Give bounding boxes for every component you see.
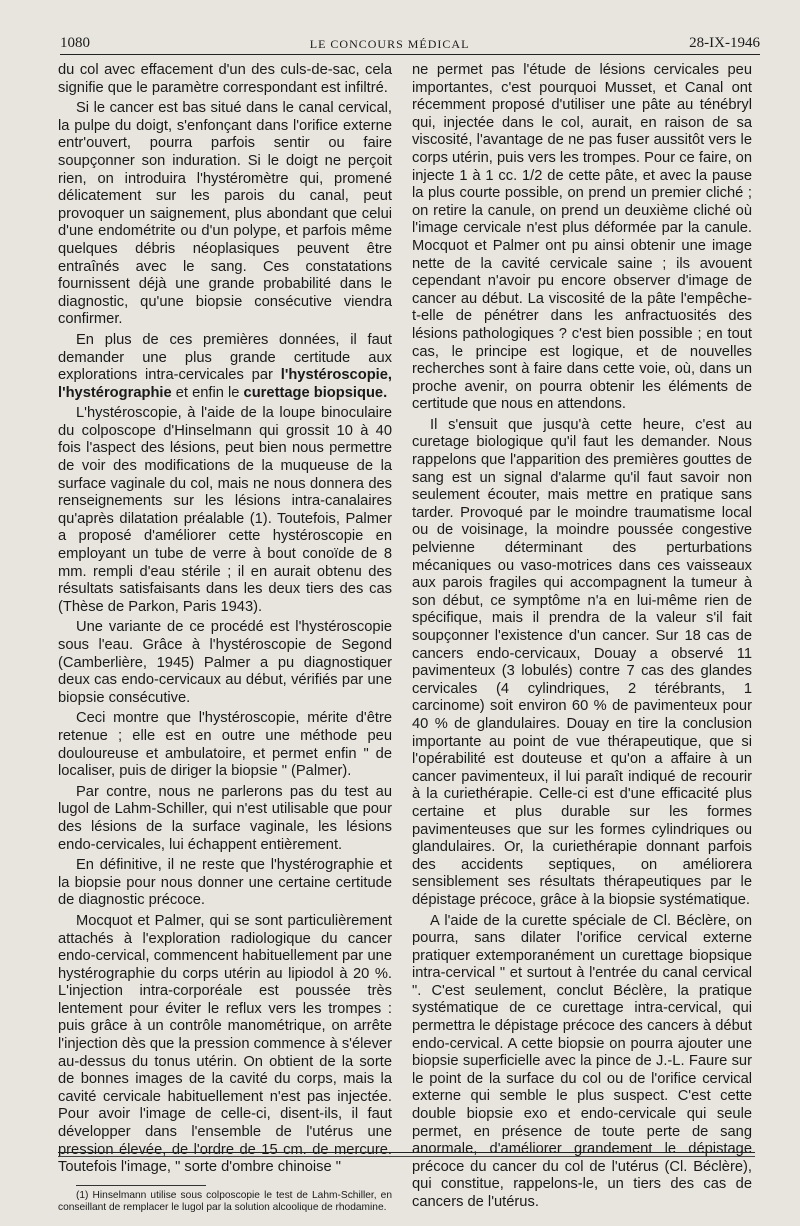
- paragraph: Une variante de ce procédé est l'hystéroscopie sous l'eau. Grâce à l'hystéroscopie de Segond (Camberlière, 1945) Palmer a pu diagnostiquer deux cas endo-cervicaux au début, vérifiés par une biopsie consécutive.: [58, 619, 392, 706]
- issue-date: 28-IX-1946: [689, 35, 760, 51]
- paragraph: Mocquot et Palmer, qui se sont particulièrement attachés à l'exploration radiologique du cancer endo-cervical, commencent habituellement par une hystérographie du corps utérin au lipiodol à 20 %. L'injection intra-corporéale est poussée très lentement pour éviter le reflux vers les trompes : puis grâce à un contrôle manométrique, on arrête l'injection dès que la pression commence à s'élever au-dessus du tonus utérin. On obtient de la sorte de bonnes images de la cavité du corps, mais la cavité cervicale habituellement n'est pas injectée. Pour avoir l'image de celle-ci, disent-ils, il faut développer dans l'ensemble de l'utérus une pression élevée, de l'ordre de 15 cm. de mercure. Toutefois l'image, " sorte d'ombre chinoise ": [58, 912, 392, 1176]
- footnote-rule: [76, 1185, 206, 1186]
- paragraph: A l'aide de la curette spéciale de Cl. Béclère, on pourra, sans dilater l'orifice cervical externe pratiquer extemporanément un curettage biopsique intra-cervical " et surtout à l'entrée du canal cervical ". C'est seulement, conclut Béclère, la pratique systématique de ce curettage intra-cervical, qui permettra le dépistage précoce des cancers à début endo-cervical. A cette biopsie on pourra ajouter une biopsie superficielle avec la pince de J.-L. Faure sur le point de la surface du col ou de l'orifice cervical externe qui semble le plus suspect. C'est cette double biopsie exo et endo-cervicale qui seule permet, en présence de toute perte de sang anormale, d'améliorer grandement le dépistage précoce du cancer du col de l'utérus (Cl. Béclère), qui constitue, rappelons-le, un tiers des cas de cancers de l'utérus.: [412, 912, 752, 1210]
- journal-title: LE CONCOURS MÉDICAL: [309, 37, 470, 51]
- footnote: (1) Hinselmann utilise sous colposcopie le test de Lahm-Schiller, en conseillant de remplacer le lugol par la solution alcoolique de rhodamine.: [58, 1189, 392, 1213]
- paragraph: Il s'ensuit que jusqu'à cette heure, c'est au curetage biologique qu'il faut les demander. Nous rappelons que l'apparition des premières gouttes de sang est un signal d'alarme qu'il faut savoir non seulement écouter, mais mettre en pratique sans tarder. Provoqué par le moindre traumatisme local ou de voisinage, la moindre poussée congestive pelvienne déterminant des perturbations mécaniques ou vaso-motrices dans ces vaisseaux aux parois fragiles qui accompagnent la tumeur à son début, ce symptôme n'a en lui-même rien de spécifique, mais il prendra de la valeur s'il fait soupçonner l'existence d'un cancer. Sur 18 cas de cancers endo-cervicaux, Douay a observé 11 pavimenteux (3 lobulés) contre 7 cas des glandes cervicales (4 cylindriques, 2 térébrants, 1 carcinome) soit environ 60 % de pavimenteux pour 40 % de glandulaires. Douay en tire la conclusion importante au point de vue thérapeutique, que si l'opérabilité est douteuse et qu'on a affaire à un cancer pavimenteux, il lui paraît indiqué de recourir à la curiethérapie. Celle-ci est d'une efficacité plus certaine et plus durable sur les formes pavimenteuses que sur les formes cylindriques ou glandulaires. Or, la curiethérapie donnant parfois des accidents septiques, on améliorera sensiblement ses résultats thérapeutiques par le dépistage précoce, grâce à la biopsie systématique.: [412, 416, 752, 908]
- bottom-rule: [58, 1152, 755, 1153]
- paragraph: L'hystéroscopie, à l'aide de la loupe binoculaire du colposcope d'Hinselmann qui grossit 10 à 40 fois l'aspect des lésions, peut bien nous permettre de voir des modifications de la muqueuse de la surface vaginale du col, mais ne nous donnera des renseignements sur les lésions intra-canalaires qu'après dilatation préalable (1). Toutefois, Palmer a proposé d'améliorer cette hystéroscopie en employant un tube de verre à bout conoïde de 8 mm. rempli d'eau stérile ; il en aurait obtenu des résultats satisfaisants dans les deux tiers des cas (Thèse de Parkon, Paris 1943).: [58, 405, 392, 615]
- right-column: [412, 62, 752, 1212]
- page-header: [60, 30, 760, 52]
- bottom-rule: [58, 1156, 755, 1157]
- paragraph: Ceci montre que l'hystéroscopie, mérite d'être retenue ; elle est en outre une méthode peu douloureuse et ambulatoire, et permet enfin " de localiser, puis de diriger la biopsie " (Palmer).: [58, 710, 392, 780]
- paragraph: ne permet pas l'étude de lésions cervicales peu importantes, c'est pourquoi Musset, et Canal ont récemment proposé d'utiliser une pâte au ténébryl qui, injectée dans le col, aurait, en raison de sa viscosité, l'avantage de ne pas fuser aussitôt vers le corps utérin, puis vers les trompes. Pour ce faire, on injecte 1 à 1 cc. 1/2 de cette pâte, et avec la pause la plus courte possible, on prend un premier cliché ; on retire la canule, on prend un deuxième cliché où l'image cervicale n'est plus déformée par la canule. Mocquot et Palmer ont pu ainsi obtenir une image nette de la cavité cervicale saine ; ils avouent cependant n'avoir pu encore observer d'image de cancer au début. La viscosité de la pâte l'empêche-t-elle de pénétrer dans les anfractuosités des lésions pathologiques ? c'est bien possible ; en tout cas, le principe est logique, et de nouvelles recherches sont à faire dans cette voie, où, dans un proche avenir, on pourra obtenir les éléments de certitude que nous en attendons.: [412, 62, 752, 413]
- page-number: 1080: [60, 35, 90, 51]
- paragraph: Si le cancer est bas situé dans le canal cervical, la pulpe du doigt, s'enfonçant dans l'orifice externe entr'ouvert, pourra parfois sentir ou faire soupçonner son induration. Si le doigt ne perçoit rien, on introduira l'hystéromètre qui, promené délicatement sur les parois du canal, peut provoquer un saignement, plus abondant que celui d'une endométrite ou d'un polype, et parfois même quelques débris néoplasiques peuvent être entraînés avec le sang. Ces constatations fournissent déjà une grande probabilité dans le diagnostic, qu'une biopsie consécutive viendra confirmer.: [58, 100, 392, 328]
- paragraph: En plus de ces premières données, il faut demander une plus grande certitude aux explorations intra-cervicales par l'hystéroscopie, l'hystérographie et enfin le curettage biopsique.: [58, 331, 392, 401]
- paragraph: Par contre, nous ne parlerons pas du test au lugol de Lahm-Schiller, qui n'est utilisable que pour des lésions de la surface vaginale, les lésions endo-cervicales, lui échappent entièrement.: [58, 783, 392, 853]
- paragraph: du col avec effacement d'un des culs-de-sac, cela signifie que le paramètre correspondant est infiltré.: [58, 62, 392, 96]
- header-rule: [60, 54, 760, 55]
- left-column: [58, 62, 392, 1214]
- paragraph: En définitive, il ne reste que l'hystérographie et la biopsie pour nous donner une certaine certitude de diagnostic précoce.: [58, 857, 392, 909]
